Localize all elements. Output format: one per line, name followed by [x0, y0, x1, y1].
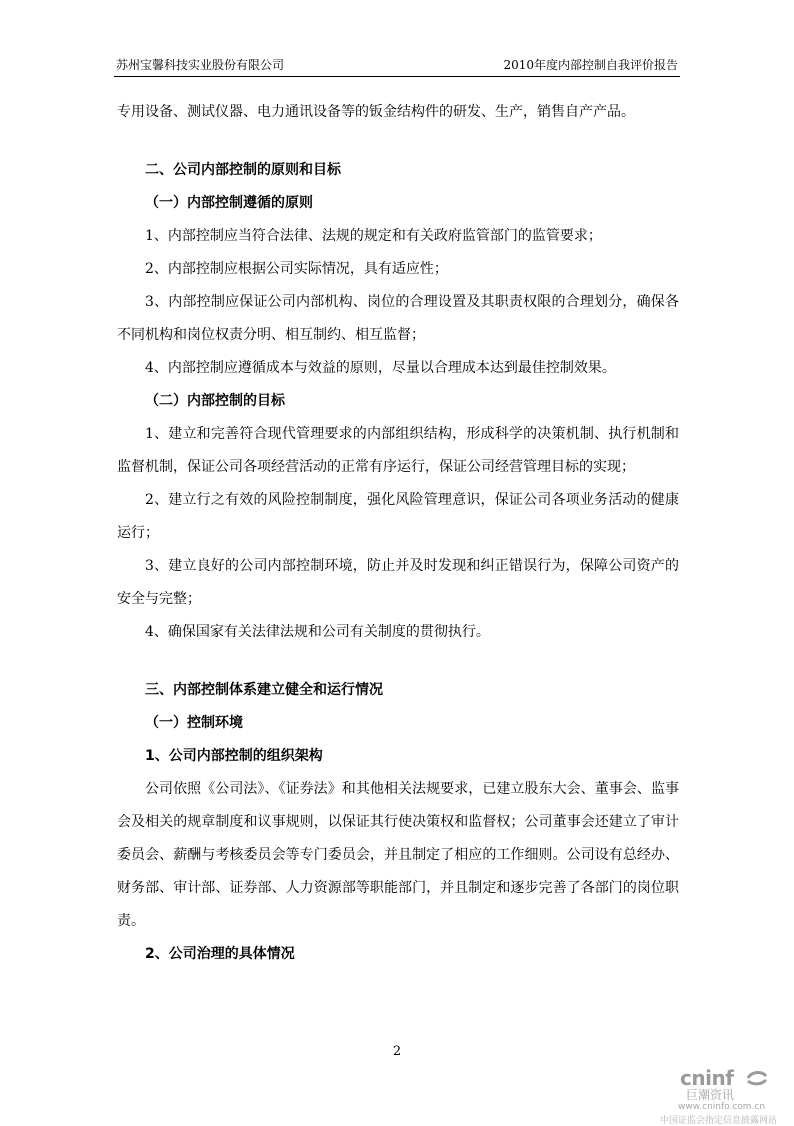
- paragraph: 4、确保国家有关法律法规和公司有关制度的贯彻执行。: [145, 624, 490, 640]
- subsubsection-heading: 2、公司治理的具体情况: [145, 946, 295, 962]
- page-number: 2: [392, 1044, 402, 1059]
- paragraph: 公司依照《公司法》、《证券法》和其他相关法规要求，已建立股东大会、董事会、监事会及相关的规章制度和议事规则，以保证其行使决策权和监督权；公司董事会还建立了审计委员会、薪酬与考核委员会等专门委员会，并且制定了相应的工作细则。公司设有总经办、财务部、审计部、证券部、人力资源部等职能部门，并且制定和逐步完善了各部门的岗位职责。: [117, 781, 679, 929]
- subsection-heading: （二）内部控制的目标: [145, 393, 285, 409]
- header-report-title: 2010年度内部控制自我评价报告: [503, 58, 678, 72]
- page-header: [114, 54, 680, 77]
- document-body: [117, 96, 679, 971]
- watermark-slogan: 中国证监会指定信息披露网站: [660, 1116, 778, 1126]
- cninfo-watermark: [648, 1064, 788, 1126]
- paragraph: 4、内部控制应遵循成本与效益的原则，尽量以合理成本达到最佳控制效果。: [145, 360, 616, 376]
- paragraph: 3、建立良好的公司内部控制环境，防止并及时发现和纠正错误行为，保障公司资产的安全与完整；: [117, 558, 679, 607]
- paragraph: 2、建立行之有效的风险控制制度，强化风险管理意识，保证公司各项业务活动的健康运行；: [117, 492, 679, 541]
- paragraph: 2、内部控制应根据公司实际情况，具有适应性；: [145, 261, 448, 277]
- section-heading: 三、内部控制体系建立健全和运行情况: [145, 682, 383, 698]
- paragraph: 1、内部控制应当符合法律、法规的规定和有关政府监管部门的监管要求；: [145, 228, 602, 244]
- subsection-heading: （一）控制环境: [145, 715, 243, 731]
- section-heading: 二、公司内部控制的原则和目标: [145, 162, 341, 178]
- watermark-url: www.cninfo.com.cn: [678, 1102, 766, 1112]
- subsubsection-heading: 1、公司内部控制的组织架构: [145, 748, 323, 764]
- watermark-logo: cninf: [680, 1066, 734, 1090]
- paragraph: 专用设备、测试仪器、电力通讯设备等的钣金结构件的研发、生产，销售自产产品。: [117, 104, 635, 120]
- watermark-brand: 巨潮资讯: [686, 1088, 735, 1102]
- header-company: 苏州宝馨科技实业股份有限公司: [116, 58, 285, 72]
- paragraph: 1、建立和完善符合现代管理要求的内部组织结构，形成科学的决策机制、执行机制和监督机制，保证公司各项经营活动的正常有序运行，保证公司经营管理目标的实现；: [117, 426, 679, 475]
- paragraph: 3、内部控制应保证公司内部机构、岗位的合理设置及其职责权限的合理划分，确保各不同机构和岗位权责分明、相互制约、相互监督；: [117, 294, 679, 343]
- cninfo-swirl-icon: [746, 1070, 768, 1086]
- subsection-heading: （一）内部控制遵循的原则: [145, 195, 313, 211]
